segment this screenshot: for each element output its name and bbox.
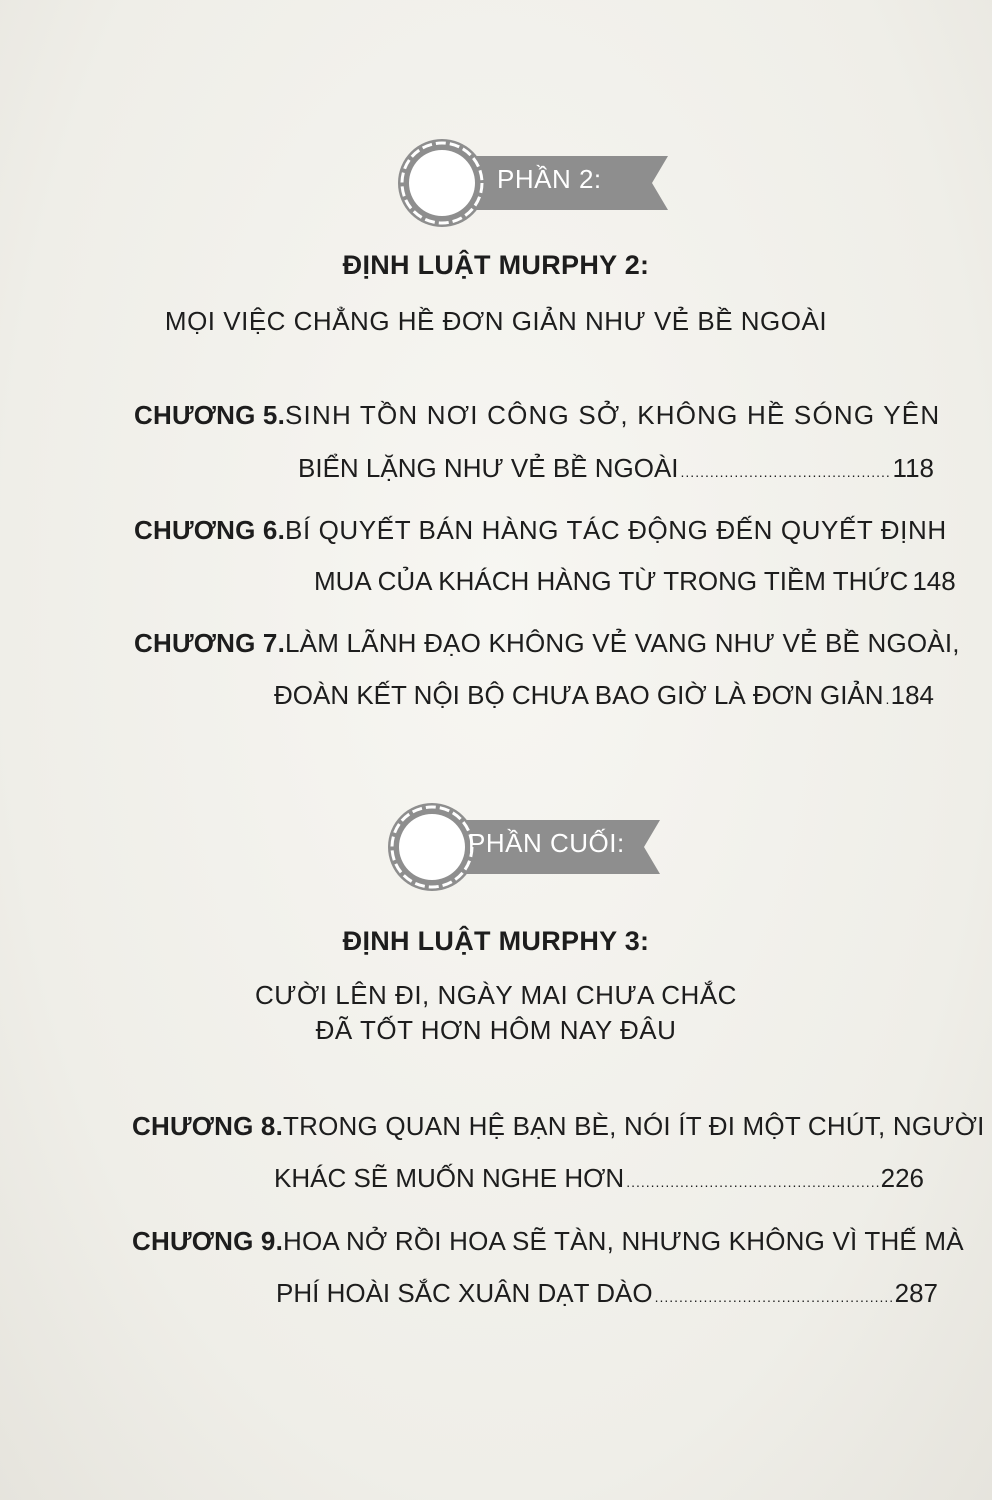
chapter-6-title-line1: BÍ QUYẾT BÁN HÀNG TÁC ĐỘNG ĐẾN QUYẾT ĐỊNH (285, 515, 947, 545)
chapter-8-line2 (274, 1163, 924, 1194)
chapter-7-leader-dots (886, 691, 889, 707)
chapter-9-title-line2: PHÍ HOÀI SẮC XUÂN DẠT DÀO (276, 1278, 653, 1308)
chapter-5-title-line1: SINH TỒN NƠI CÔNG SỞ, KHÔNG HỀ SÓNG YÊN (285, 400, 941, 430)
chapter-6-line1 (134, 515, 947, 546)
chapter-9-line2 (276, 1278, 938, 1309)
part-2-banner (0, 138, 992, 228)
chapter-9-label: CHƯƠNG 9. (132, 1226, 284, 1256)
law-2-subtitle: MỌI VIỆC CHẲNG HỀ ĐƠN GIẢN NHƯ VẺ BỀ NGOÀI (164, 306, 828, 336)
chapter-6-line2 (314, 566, 956, 597)
chapter-9-leader-dots (655, 1289, 893, 1305)
chapter-5-leader-dots (681, 464, 891, 480)
chapter-8-title-line1: TRONG QUAN HỆ BẠN BÈ, NÓI ÍT ĐI MỘT CHÚT, NGƯỜI (283, 1111, 985, 1141)
chapter-5-label: CHƯƠNG 5. (134, 400, 286, 430)
law-2-title: ĐỊNH LUẬT MURPHY 2: (342, 250, 650, 280)
chapter-5-page: 118 (892, 453, 934, 483)
chapter-8-page: 226 (880, 1163, 924, 1193)
chapter-6-label: CHƯƠNG 6. (134, 515, 286, 545)
law-3-subtitle-line2: ĐÃ TỐT HƠN HÔM NAY ĐÂU (315, 1015, 677, 1045)
banner-ribbon-shape (0, 138, 992, 228)
chapter-8-line1 (132, 1111, 985, 1142)
chapter-5-line1 (134, 400, 941, 431)
chapter-7-line2 (274, 680, 934, 711)
law-3-subtitle-line1: CƯỜI LÊN ĐI, NGÀY MAI CHƯA CHẮC (255, 980, 737, 1010)
final-part-label: PHẦN CUỐI: (468, 828, 625, 858)
chapter-9-title-line1: HOA NỞ RỒI HOA SẼ TÀN, NHƯNG KHÔNG VÌ THẾ MÀ (283, 1226, 964, 1256)
chapter-6-page: 148 (912, 566, 956, 596)
chapter-9-page: 287 (894, 1278, 938, 1308)
chapter-7-page: 184 (890, 680, 934, 710)
final-part-banner (0, 802, 992, 892)
chapter-9-line1 (132, 1226, 964, 1257)
chapter-8-label: CHƯƠNG 8. (132, 1111, 284, 1141)
chapter-6-title-line2: MUA CỦA KHÁCH HÀNG TỪ TRONG TIỀM THỨC (314, 566, 909, 596)
chapter-7-title-line2: ĐOÀN KẾT NỘI BỘ CHƯA BAO GIỜ LÀ ĐƠN GIẢN (274, 680, 884, 710)
part-2-label: PHẦN 2: (497, 164, 602, 194)
chapter-8-title-line2: KHÁC SẼ MUỐN NGHE HƠN (274, 1163, 625, 1193)
law-3-title: ĐỊNH LUẬT MURPHY 3: (342, 926, 650, 956)
chapter-7-line1 (134, 628, 960, 659)
chapter-7-label: CHƯƠNG 7. (134, 628, 286, 658)
chapter-5-line2 (298, 453, 934, 484)
chapter-7-title-line1: LÀM LÃNH ĐẠO KHÔNG VẺ VANG NHƯ VẺ BỀ NGOÀI, (285, 628, 960, 658)
chapter-5-title-line2: BIỂN LẶNG NHƯ VẺ BỀ NGOÀI (298, 453, 679, 483)
chapter-8-leader-dots (626, 1174, 878, 1190)
